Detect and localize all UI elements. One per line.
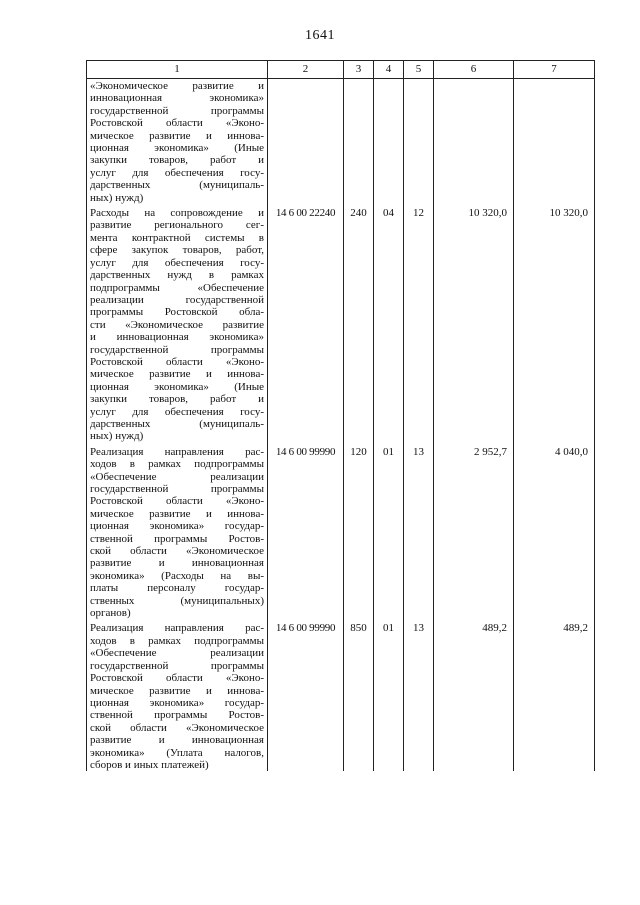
amount-year2-cell: 4 040,0 xyxy=(514,443,595,620)
description-line: государственной программы xyxy=(90,104,264,117)
description-line: ционная экономика» государ- xyxy=(90,520,264,533)
description-line: ходов в рамках подпрограммы xyxy=(90,458,264,471)
expense-type-cell: 120 xyxy=(344,443,374,620)
description-line: услуг для обеспечения госу- xyxy=(90,256,264,269)
description-line: услуг для обеспечения госу- xyxy=(90,166,264,179)
description-line: Ростовской области «Эконо- xyxy=(90,117,264,130)
description-line: Ростовской области «Эконо- xyxy=(90,495,264,508)
description-line: услуг для обеспечения госу- xyxy=(90,405,264,418)
section-cell xyxy=(374,79,404,205)
description-line: ных) нужд) xyxy=(90,430,144,443)
description-line: реализации государственной xyxy=(90,293,264,306)
description-line: мическое развитие и иннова- xyxy=(90,507,264,520)
column-header: 6 xyxy=(434,61,514,79)
description-line: программы Ростовской обла- xyxy=(90,306,264,319)
section-cell: 04 xyxy=(374,204,404,443)
description-line: Ростовской области «Эконо- xyxy=(90,355,264,368)
description-line: дарственных (муниципаль- xyxy=(90,179,264,192)
description-line: «Обеспечение реализации xyxy=(90,647,264,660)
description-line: мическое развитие и иннова- xyxy=(90,684,264,697)
description-line: и инновационная экономика» xyxy=(90,331,264,344)
column-header: 1 xyxy=(87,61,268,79)
description-line: Реализация направления рас- xyxy=(90,445,264,458)
target-code-cell: 14 6 00 99990 xyxy=(268,619,344,771)
table-row xyxy=(87,443,595,620)
amount-year1-cell: 10 320,0 xyxy=(434,204,514,443)
expense-type-cell: 850 xyxy=(344,619,374,771)
target-code-cell: 14 6 00 99990 xyxy=(268,443,344,620)
description-line: «Экономическое развитие и xyxy=(90,80,264,92)
page-number: 1641 xyxy=(305,28,335,43)
description-line: дарственных (муниципаль- xyxy=(90,417,264,430)
description-line: ственных (муниципальных) xyxy=(90,594,264,607)
description-line: сборов и иных платежей) xyxy=(90,758,209,771)
description-line: дарственных нужд в рамках xyxy=(90,269,264,282)
description-line: закупки товаров, работ и xyxy=(90,154,264,167)
description-line: Ростовской области «Эконо- xyxy=(90,672,264,685)
description-line: ской области «Экономическое xyxy=(90,721,264,734)
column-header: 7 xyxy=(514,61,595,79)
description-line: мическое развитие и иннова- xyxy=(90,129,264,142)
amount-year1-cell: 489,2 xyxy=(434,619,514,771)
subsection-cell: 13 xyxy=(404,619,434,771)
table-row xyxy=(87,79,595,205)
expense-type-cell xyxy=(344,79,374,205)
description-line: экономика» (Расходы на вы- xyxy=(90,569,264,582)
description-line: ходов в рамках подпрограммы xyxy=(90,634,264,647)
row-description xyxy=(87,619,268,771)
description-line: инновационная экономика» xyxy=(90,92,264,105)
description-line: ской области «Экономическое xyxy=(90,545,264,558)
row-description xyxy=(87,79,268,205)
description-line: подпрограммы «Обеспечение xyxy=(90,281,264,294)
table-header-row xyxy=(87,61,595,79)
description-line: развитие и инновационная xyxy=(90,557,264,570)
description-line: развитие регионального сег- xyxy=(90,219,264,232)
expense-type-cell: 240 xyxy=(344,204,374,443)
row-description xyxy=(87,443,268,620)
description-line: ственной программы Ростов- xyxy=(90,709,264,722)
column-header: 2 xyxy=(268,61,344,79)
table-row xyxy=(87,619,595,771)
table-row xyxy=(87,204,595,443)
description-line: ционная экономика» (Иные xyxy=(90,142,264,155)
subsection-cell xyxy=(404,79,434,205)
target-code-cell: 14 6 00 22240 xyxy=(268,204,344,443)
description-line: экономика» (Уплата налогов, xyxy=(90,746,264,759)
row-description xyxy=(87,204,268,443)
amount-year1-cell xyxy=(434,79,514,205)
description-line: сфере закупок товаров, работ, xyxy=(90,244,264,257)
target-code-cell xyxy=(268,79,344,205)
column-header: 5 xyxy=(404,61,434,79)
column-header: 4 xyxy=(374,61,404,79)
description-line: платы персоналу государ- xyxy=(90,582,264,595)
description-line: органов) xyxy=(90,607,131,620)
description-line: развитие и инновационная xyxy=(90,734,264,747)
subsection-cell: 13 xyxy=(404,443,434,620)
description-line: государственной программы xyxy=(90,343,264,356)
description-line: мента контрактной системы в xyxy=(90,231,264,244)
description-line: ционная экономика» (Иные xyxy=(90,380,264,393)
amount-year1-cell: 2 952,7 xyxy=(434,443,514,620)
section-cell: 01 xyxy=(374,619,404,771)
amount-year2-cell xyxy=(514,79,595,205)
description-line: ционная экономика» государ- xyxy=(90,696,264,709)
description-line: Расходы на сопровождение и xyxy=(90,207,264,220)
description-line: «Обеспечение реализации xyxy=(90,470,264,483)
description-line: ственной программы Ростов- xyxy=(90,532,264,545)
description-line: Реализация направления рас- xyxy=(90,622,264,635)
description-line: закупки товаров, работ и xyxy=(90,393,264,406)
column-header: 3 xyxy=(344,61,374,79)
amount-year2-cell: 489,2 xyxy=(514,619,595,771)
description-line: ных) нужд) xyxy=(90,191,144,204)
description-line: государственной программы xyxy=(90,483,264,495)
amount-year2-cell: 10 320,0 xyxy=(514,204,595,443)
description-line: государственной программы xyxy=(90,659,264,672)
subsection-cell: 12 xyxy=(404,204,434,443)
budget-table xyxy=(86,60,595,771)
description-line: сти «Экономическое развитие xyxy=(90,318,264,331)
section-cell: 01 xyxy=(374,443,404,620)
description-line: мическое развитие и иннова- xyxy=(90,368,264,381)
